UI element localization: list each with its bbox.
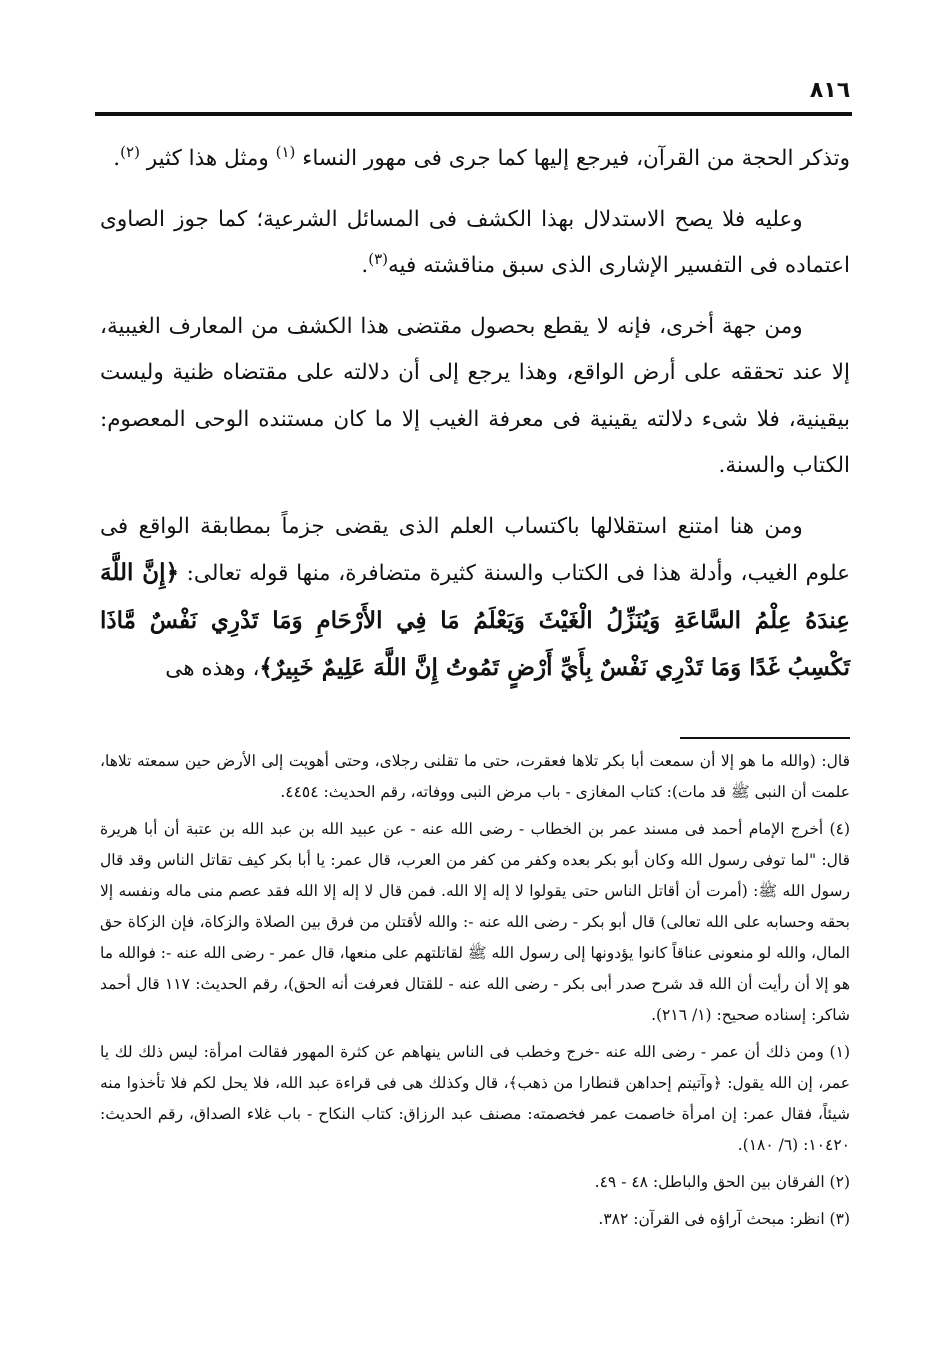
paragraph-4	[100, 504, 850, 693]
footnote-separator	[680, 737, 850, 739]
paragraph-1-end: .	[113, 146, 121, 171]
paragraph-4-tail: ، وهذه هى	[165, 656, 260, 681]
header-rule	[95, 112, 852, 116]
page-number: ٨١٦	[809, 78, 851, 103]
footnotes	[100, 746, 850, 1241]
footnote-ref-2: (٢)	[120, 142, 140, 161]
footnote-1: (١) ومن ذلك أن عمر - رضى الله عنه -خرج وخطب فى الناس ينهاهم عن كثرة المهور فقالت امرأة: ليس ذلك لك يا عمر، إن الله يقول: ﴿وآتيتم إحداهن قنطارا من ذهب﴾، قال وكذلك هى فى قراءة عبد الله، فلا يحل لكم فلا تأخذوا منه شيئاً، فقال عمر: إن امرأة خاصمت عمر فخصمته: مصنف عبد الرزاق: كتاب النكاح - باب غلاء الصداق، رقم الحديث: ١٠٤٢٠: (٦/ ١٨٠).	[100, 1043, 850, 1154]
footnote-3: (٣) انظر: مبحث آراؤه فى القرآن: ٣٨٢.	[598, 1210, 850, 1228]
paragraph-4-text: ومن هنا امتنع استقلالها باكتساب العلم الذى يقضى جزماً بمطابقة الواقع فى علوم الغيب، وأدلة هذا فى الكتاب والسنة كثيرة متضافرة، منها قوله تعالى:	[100, 513, 850, 586]
paragraph-2-text: وعليه فلا يصح الاستدلال بهذا الكشف فى المسائل الشرعية؛ كما جوز الصاوى اعتماده فى التفسير الإشارى الذى سبق مناقشته فيه	[100, 206, 850, 278]
footnote-ref-1: (١)	[275, 142, 296, 161]
quran-verse: ﴿إِنَّ اللَّهَ عِندَهُ عِلْمُ السَّاعَةِ وَيُنَزِّلُ الْغَيْثَ وَيَعْلَمُ مَا فِي الأَرْحَامِ وَمَا تَدْرِي نَفْسٌ مَّاذَا تَكْسِبُ غَدًا وَمَا تَدْرِي نَفْسٌ بِأَيِّ أَرْضٍ تَمُوتُ إِنَّ اللَّهَ عَلِيمٌ خَبِيرٌ﴾	[100, 559, 850, 681]
footnote-continued: قال: (والله ما هو إلا أن سمعت أبا بكر تلاها فعقرت، حتى ما تقلنى رجلاى، وحتى أهويت إلى الأرض حين سمعته تلاها، علمت أن النبى ﷺ قد مات): كتاب المغازى - باب مرض النبى ووفاته، رقم الحديث: ٤٤٥٤.	[100, 752, 850, 801]
footnote-2: (٢) الفرقان بين الحق والباطل: ٤٨ - ٤٩.	[594, 1173, 850, 1191]
paragraph-3-text: ومن جهة أخرى، فإنه لا يقطع بحصول مقتضى هذا الكشف من المعارف الغيبية، إلا عند تحققه على أرض الواقع، وهذا يرجع إلى أن دلالته على مقتضاه ظنية وليست بيقينية، فلا شىء دلالته يقينية فى معرفة الغيب إلا ما كان مستنده الوحى المعصوم: الكتاب والسنة.	[100, 313, 850, 478]
paragraph-2	[100, 197, 850, 290]
footnote-ref-3: (٣)	[368, 249, 389, 268]
footnote-4: (٤) أخرج الإمام أحمد فى مسند عمر بن الخطاب - رضى الله عنه - عن عبيد الله بن عبد الله بن عتبة أن أبا هريرة قال: "لما توفى رسول الله وكان أبو بكر بعده وكفر من كفر من العرب، قال عمر: يا أبا بكر كيف تقاتل الناس وقد قال رسول الله ﷺ: (أمرت أن أقاتل الناس حتى يقولوا لا إله إلا الله. فمن قال لا إله إلا الله فقد عصم منى ماله ونفسه إلا بحقه وحسابه على الله تعالى) قال أبو بكر - رضى الله عنه -: والله لأقتلن من فرق بين الصلاة والزكاة، فإن الزكاة حق المال، والله لو منعونى عناقاً كانوا يؤدونها إلى رسول الله ﷺ لقاتلتهم على منعها، قال عمر - رضى الله عنه -: فوالله ما هو إلا أن رأيت أن الله قد شرح صدر أبى بكر - رضى الله عنه - للقتال فعرفت أنه الحق)، رقم الحديث: ١١٧ قال أحمد شاكر: إسناده صحيح: (١/ ٢١٦).	[100, 820, 851, 1024]
paragraph-1-tail: ومثل هذا كثير	[146, 146, 269, 171]
paragraph-2-end: .	[361, 253, 369, 278]
paragraph-1	[100, 136, 850, 183]
paragraph-3	[100, 304, 850, 490]
main-text	[100, 136, 850, 707]
paragraph-1-text: وتذكر الحجة من القرآن، فيرجع إليها كما جرى فى مهور النساء	[302, 146, 850, 171]
